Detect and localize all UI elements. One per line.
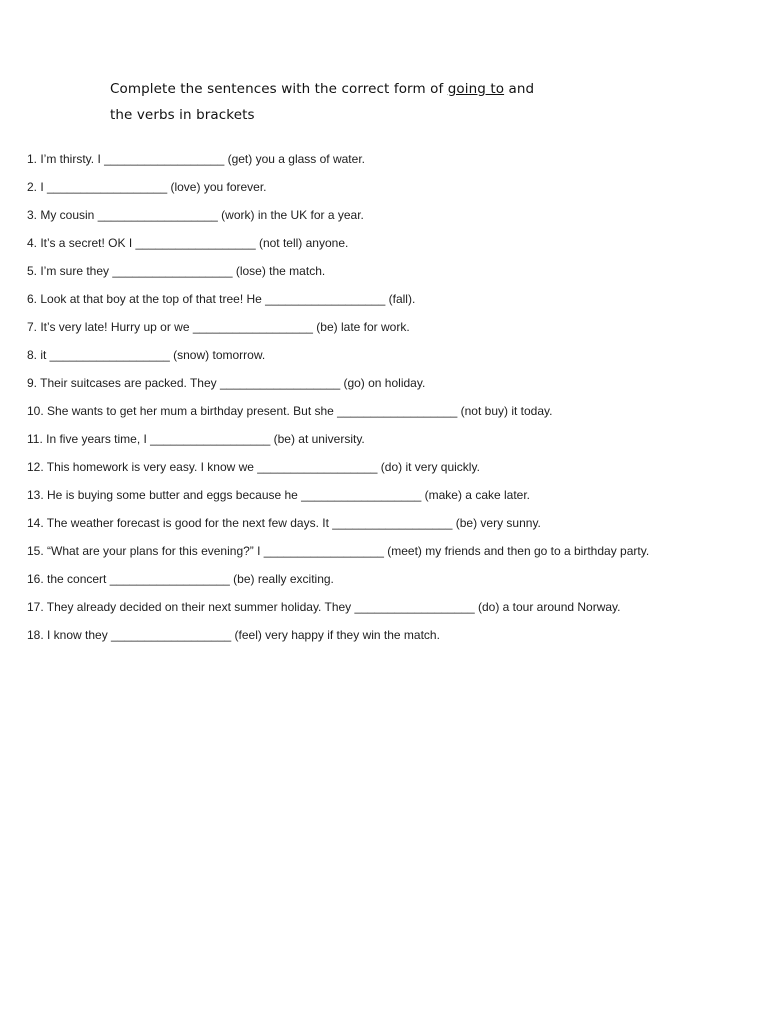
exercise-item-11: 11. In five years time, I __________________ (be) at university. bbox=[27, 432, 365, 446]
exercise-item-3: 3. My cousin __________________ (work) in the UK for a year. bbox=[27, 208, 364, 222]
exercise-item-14: 14. The weather forecast is good for the next few days. It __________________ (be) very sunny. bbox=[27, 516, 541, 530]
exercise-item-4: 4. It’s a secret! OK I __________________ (not tell) anyone. bbox=[27, 236, 349, 250]
exercise-item-8: 8. it __________________ (snow) tomorrow. bbox=[27, 348, 266, 362]
exercise-item-7: 7. It’s very late! Hurry up or we __________________ (be) late for work. bbox=[27, 320, 410, 334]
instructions-text-end: and bbox=[504, 81, 535, 97]
instructions-heading bbox=[110, 76, 670, 128]
exercise-item-18: 18. I know they __________________ (feel) very happy if they win the match. bbox=[27, 628, 440, 642]
exercise-item-12: 12. This homework is very easy. I know we __________________ (do) it very quickly. bbox=[27, 460, 480, 474]
exercise-item-2: 2. I __________________ (love) you forever. bbox=[27, 180, 267, 194]
exercise-item-13: 13. He is buying some butter and eggs because he __________________ (make) a cake later. bbox=[27, 488, 531, 502]
instructions-line-2: the verbs in brackets bbox=[110, 107, 255, 123]
exercise-item-10: 10. She wants to get her mum a birthday present. But she __________________ (not buy) it today. bbox=[27, 404, 553, 418]
instructions-text-start: Complete the sentences with the correct form of bbox=[110, 81, 448, 97]
instructions-underlined-text: going to bbox=[447, 81, 505, 97]
exercise-item-9: 9. Their suitcases are packed. They __________________ (go) on holiday. bbox=[27, 376, 426, 390]
exercise-list bbox=[27, 145, 757, 649]
exercise-item-16: 16. the concert __________________ (be) really exciting. bbox=[27, 572, 334, 586]
exercise-item-17: 17. They already decided on their next summer holiday. They __________________ (do) a tour around Norway. bbox=[27, 600, 621, 614]
instructions-line-1 bbox=[110, 76, 670, 102]
exercise-item-6: 6. Look at that boy at the top of that tree! He __________________ (fall). bbox=[27, 292, 416, 306]
exercise-item-5: 5. I’m sure they __________________ (lose) the match. bbox=[27, 264, 326, 278]
exercise-item-1: 1. I’m thirsty. I __________________ (get) you a glass of water. bbox=[27, 152, 365, 166]
exercise-item-15: 15. “What are your plans for this evening?” I __________________ (meet) my friends and then go to a birthday party. bbox=[27, 544, 650, 558]
